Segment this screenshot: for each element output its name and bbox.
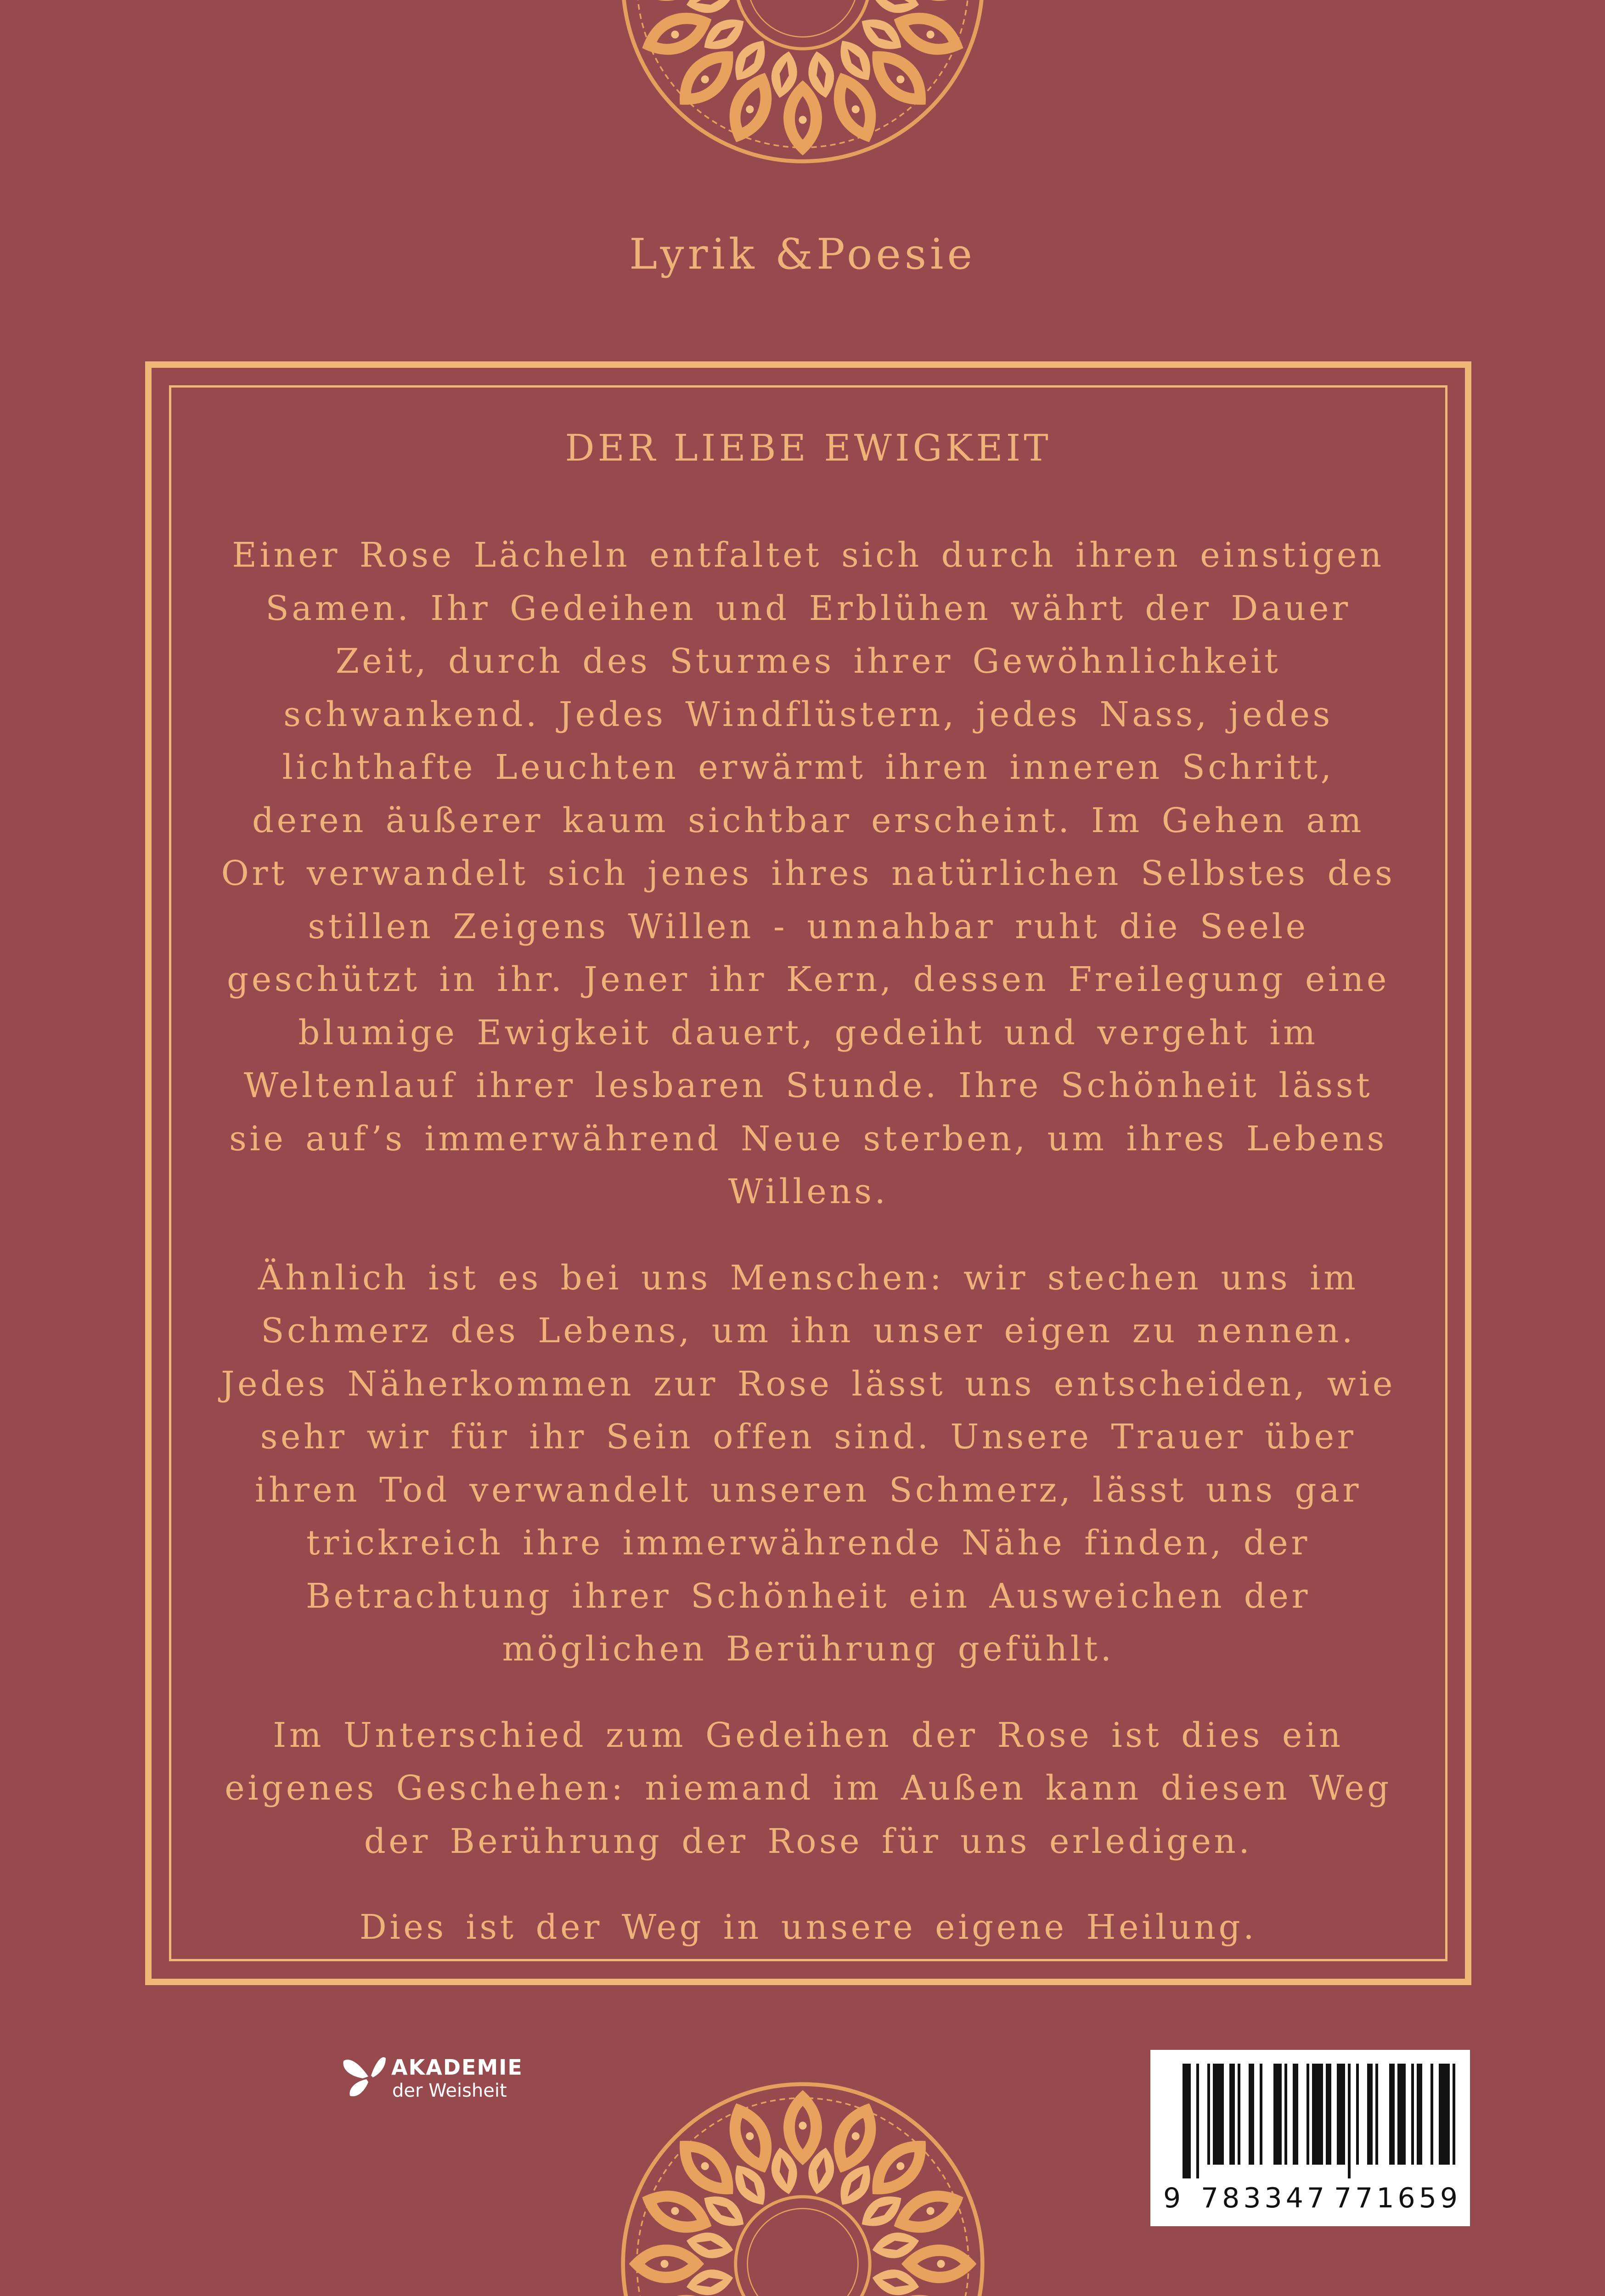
barcode-left-group: 783347 [1201, 2182, 1329, 2214]
publisher-name: AKADEMIE [391, 2055, 523, 2080]
mandala-bottom-ornament-icon [573, 2066, 1032, 2296]
barcode-bar [1284, 2064, 1287, 2165]
text-frame [145, 361, 1471, 1985]
poem-paragraph: Ähnlich ist es bei uns Menschen: wir stechen uns im Schmerz des Lebens, um ihn unser eigen zu nennen. Jedes Näherkommen zur Rose lässt uns entscheiden, wie sehr wir für ihr Sein offen sind. Unsere Trauer über ihren Tod verwandelt unseren Schmerz, lässt uns gar trickreich ihre immerwährende Nähe finden, der Betrachtung ihrer Schönheit ein Ausweichen der möglichen Berührung gefühlt. [221, 1258, 1396, 1669]
publisher-logo [340, 2048, 533, 2108]
poem-paragraph: Dies ist der Weg in unsere eigene Heilung. [359, 1908, 1257, 1947]
butterfly-icon [344, 2057, 386, 2096]
barcode-bar [1273, 2064, 1282, 2165]
barcode-bar [1229, 2064, 1235, 2165]
isbn-barcode [1150, 2050, 1470, 2226]
barcode-bar [1375, 2064, 1378, 2165]
barcode-bar [1326, 2064, 1331, 2165]
barcode-bar [1213, 2064, 1224, 2165]
barcode-bar [1430, 2064, 1433, 2165]
poem-paragraph: Im Unterschied zum Gedeihen der Rose ist dies ein eigenes Geschehen: niemand im Außen kann diesen Weg der Berührung der Rose für uns erledigen. [225, 1716, 1392, 1861]
barcode-bar [1260, 2064, 1262, 2165]
barcode-bar [1207, 2064, 1210, 2165]
barcode-bar [1453, 2064, 1455, 2165]
poem-paragraph: Einer Rose Lächeln entfaltet sich durch ihren einstigen Samen. Ihr Gedeihen und Erblühen währt der Dauer Zeit, durch des Sturmes ihrer Gewöhnlichkeit schwankend. Jedes Windflüstern, jedes Nass, jedes lichthafte Leuchten erwärmt ihren inneren Schritt, deren äußerer kaum sichtbar erscheint. Im Gehen am Ort verwandelt sich jenes ihres natürlichen Selbstes des stillen Zeigens Willen - unnahbar ruht die Seele geschützt in ihr. Jener ihr Kern, dessen Freilegung eine blumige Ewigkeit dauert, gedeiht und vergeht im Weltenlauf ihrer lesbaren Stunde. Ihre Schönheit lässt sie auf’s immerwährend Neue sterben, um ihres Lebens Willens. [221, 536, 1396, 1211]
poem-title: DER LIEBE EWIGKEIT [565, 427, 1052, 469]
barcode-first-digit: 9 [1163, 2182, 1181, 2214]
barcode-bar [1307, 2064, 1309, 2165]
barcode-bar [1348, 2064, 1351, 2178]
barcode-bar [1417, 2064, 1422, 2165]
barcode-bar [1337, 2064, 1345, 2165]
poem-content [217, 427, 1399, 1954]
barcode-bar [1367, 2064, 1373, 2165]
text-frame-inner [169, 385, 1447, 1961]
publisher-subtitle: der Weisheit [392, 2080, 507, 2101]
barcode-bar [1249, 2064, 1254, 2165]
barcode-bar [1411, 2064, 1414, 2165]
barcode-bar [1293, 2064, 1298, 2165]
barcode-bar [1439, 2064, 1450, 2165]
barcode-bar [1389, 2064, 1395, 2165]
barcode-bars [1150, 2050, 1470, 2188]
barcode-bar [1356, 2064, 1359, 2165]
barcode-bar [1312, 2064, 1323, 2165]
barcode-bar [1238, 2064, 1240, 2165]
barcode-bar [1183, 2064, 1191, 2178]
barcode-right-group: 771659 [1334, 2182, 1462, 2214]
mandala-top-ornament-icon [573, 0, 1032, 179]
barcode-bar [1397, 2064, 1406, 2165]
barcode-bar [1196, 2064, 1199, 2178]
genre-label: Lyrik &Poesie [629, 230, 976, 279]
